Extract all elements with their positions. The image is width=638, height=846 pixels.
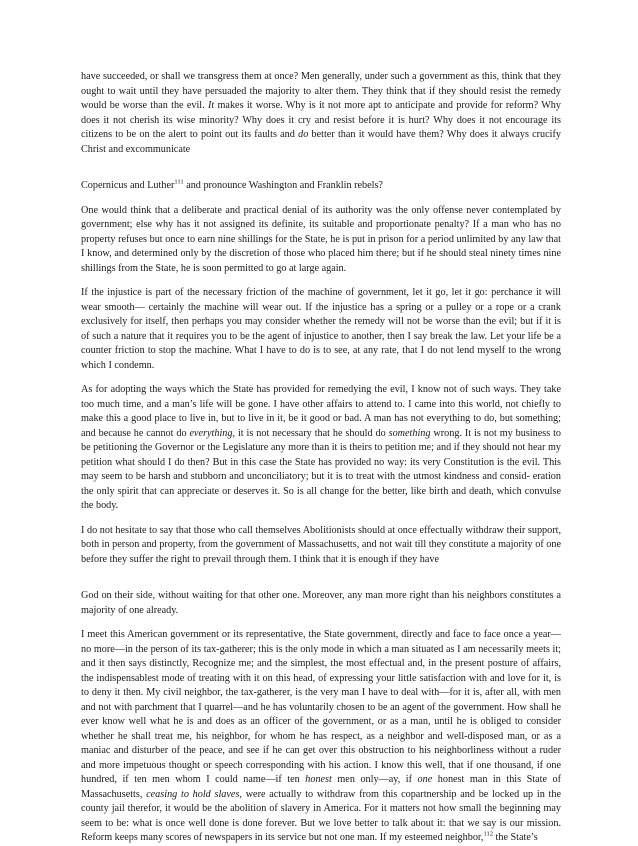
paragraph-gap [81, 373, 561, 383]
paragraph-gap [81, 618, 561, 628]
paragraph-2: Copernicus and Luther$^{111}$ and pronounce Washington and Franklin rebels? [81, 178, 383, 191]
paragraph-3: One would think that a deliberate and practical denial of its authority was the only offense never contemplated by government; else why has it not assigned its definite, its suitable and proportionate penalty? If a man who has no property refuses but once to earn nine shillings for the State, he is put in prison for a period unlimited by any law that I know, and determined only by the discretion of those who placed him there; but if he should steal ninety times nine shillings from the State, he is soon permitted to go at large again. [81, 204, 561, 274]
paragraph-gap [81, 514, 561, 524]
paragraph-7: God on their side, without waiting for that other one. Moreover, any man more right than his neighbors constitutes a majority of one already. [81, 590, 561, 616]
paragraph-1: have succeeded, or shall we transgress them at once? Men generally, under such a government as this, think that they ought to wait until they have persuaded the majority to alter them. They think that if they should resist the remedy would be worse than the evil. It makes it worse. Why is it not more apt to anticipate and provide for reform? Why does it not cherish its wise minority? Why does it cry and resist before it is hurt? Why does it not encourage its citizens to be on the alert to point out its faults and do better than it would have them? Why does it always crucify Christ and excommunicate [81, 71, 561, 155]
page-break-gap [81, 157, 561, 179]
paragraph-4: If the injustice is part of the necessary friction of the machine of government, let it go, let it go: perchance it will wear smooth— certainly the machine will wear out. If the injustice has a spring or a pulley or a rope or a crank exclusively for itself, then perhaps you may consider whether the remedy will not be worse than the evil; but if it is of such a nature that it requires you to be the agent of injustice to another, then I say break the law. Let your life be a counter friction to stop the machine. What I have to do is to see, at any rate, that I do not lend myself to the wrong which I condemn. [81, 287, 561, 371]
paragraph-8: I meet this American government or its representative, the State government, directly and face to face once a year— no more—in the person of its tax-gatherer; this is the only mode in which a man situated as I am necessarily meets it; and it then says distinctly, Recognize me; and the simplest, the most effectual and, in the present posture of affairs, the indispensablest mode of treating with it on this head, of expressing your little satisfaction with and love for it, is to deny it then. My civil neighbor, the tax-gatherer, is the very man I have to deal with—for it is, after all, with men and not with parchment that I quarrel—and he has voluntarily chosen to be an agent of the government. How shall he ever know well what he is and does as an officer of the government, or as a man, until he is obliged to consider whether he shall treat me, his neighbor, for whom he has respect, as a neighbor and well-disposed man, or as a maniac and disturber of the peace, and see if he can get over this obstruction to his neighborliness without a ruder and more impetuous thought or speech corresponding with his action. I know this well, that if one thousand, if one hundred, if ten men whom I could name—if ten honest men only—ay, if one honest man in this State of Massachusetts, ceasing to hold slaves, were actually to withdraw from this copartnership and be locked up in the county jail therefor, it would be the abolition of slavery in America. For it matters not how small the beginning may seem to be: what is once well done is done forever. But we love better to talk about it: that we say is our mission. Reform keeps many scores of newspapers in its service but not one man. If my esteemed neighbor,$^{112}$ the State’s [81, 629, 561, 843]
paragraph-5: As for adopting the ways which the State has provided for remedying the evil, I know not of such ways. They take too much time, and a man’s life will be gone. I have other affairs to attend to. I came into this world, not chiefly to make this a good place to live in, but to live in it, be it good or bad. A man has not everything to do, but something; and because he cannot do everything, it is not necessary that he should do something wrong. It is not my business to be petitioning the Governor or the Legislature any more than it is theirs to petition me; and if they should not hear my petition what should I do then? But in this case the State has provided no way: its very Constitution is the evil. This may seem to be harsh and stubborn and unconciliatory; but it is to treat with the utmost kindness and consid- eration the only spirit that can appreciate or deserves it. So is all change for the better, like birth and death, which convulse the body. [81, 384, 561, 511]
paragraph-gap [81, 194, 561, 204]
paragraph-6: I do not hesitate to say that those who call themselves Abolitionists should at once effectually withdraw their support, both in person and property, from the government of Massachusetts, and not wait till they constitute a majority of one before they suffer the right to prevail through them. I think that it is enough if they have [81, 524, 561, 565]
page-break-gap [81, 567, 561, 589]
footnote-ref-111: 111 [174, 178, 184, 186]
document-page [81, 70, 561, 846]
footnote-ref-112: 112 [483, 830, 493, 838]
paragraph-gap [81, 276, 561, 286]
